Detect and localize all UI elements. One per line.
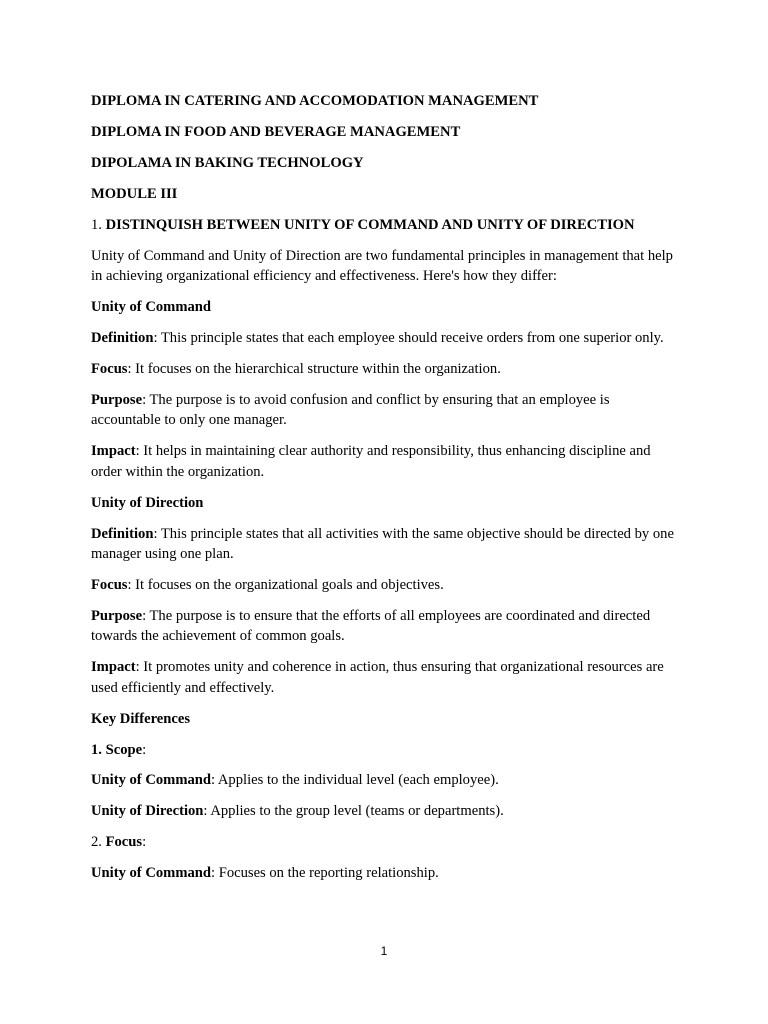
- item-text: : It focuses on the hierarchical structure within the organization.: [127, 361, 501, 378]
- item-label: Impact: [91, 659, 136, 676]
- direction-focus: [91, 575, 681, 596]
- heading-module: MODULE III: [91, 186, 178, 202]
- section-heading-key-differences: Key Differences: [91, 710, 191, 727]
- direction-purpose: [91, 606, 681, 647]
- section-heading-unity-of-direction: Unity of Direction: [91, 494, 204, 511]
- item-label: Purpose: [91, 391, 143, 408]
- command-impact: [91, 441, 681, 482]
- direction-definition: [91, 524, 681, 565]
- item-text: : It promotes unity and coherence in action, thus ensuring that organizational resources are used efficiently and effectively.: [91, 659, 664, 696]
- item-text: : The purpose is to avoid confusion and conflict by ensuring that an employee is accountable to only one manager.: [91, 391, 610, 429]
- difference-focus-heading: 2. Focus:: [91, 834, 147, 851]
- heading-food-beverage-diploma: DIPLOMA IN FOOD AND BEVERAGE MANAGEMENT: [91, 124, 461, 140]
- section-heading-unity-of-command: Unity of Command: [91, 299, 211, 316]
- item-label: Focus: [91, 577, 128, 594]
- command-focus: [91, 359, 681, 380]
- scope-unity-of-command: Unity of Command: Applies to the individual level (each employee).: [91, 772, 499, 789]
- question-text: DISTINQUISH BETWEEN UNITY OF COMMAND AND UNITY OF DIRECTION: [105, 217, 635, 233]
- item-label: Purpose: [91, 607, 143, 624]
- item-text: : This principle states that all activities with the same objective should be directed by one manager using one plan.: [91, 525, 674, 563]
- intro-paragraph: Unity of Command and Unity of Direction are two fundamental principles in management that help in achieving organizational efficiency and effectiveness. Here's how they differ:: [91, 247, 673, 285]
- question-title: [91, 215, 681, 236]
- item-text: : The purpose is to ensure that the efforts of all employees are coordinated and directed towards the achievement of common goals.: [91, 607, 651, 645]
- item-text: : This principle states that each employee should receive orders from one superior only.: [153, 330, 664, 347]
- item-label: Focus: [91, 361, 128, 378]
- document-body: [91, 91, 681, 894]
- item-label: Impact: [91, 443, 136, 460]
- focus-unity-of-command: Unity of Command: Focuses on the reporting relationship.: [91, 865, 439, 882]
- item-text: : It focuses on the organizational goals and objectives.: [127, 577, 444, 594]
- scope-unity-of-direction: Unity of Direction: Applies to the group level (teams or departments).: [91, 803, 504, 820]
- page-number: 1: [380, 944, 388, 958]
- item-text: : It helps in maintaining clear authority and responsibility, thus enhancing discipline and order within the organization.: [91, 443, 651, 480]
- direction-impact: [91, 657, 681, 698]
- difference-scope-heading: 1. Scope:: [91, 741, 147, 758]
- command-purpose: [91, 390, 681, 431]
- item-label: Definition: [91, 330, 154, 347]
- item-label: Definition: [91, 525, 154, 542]
- heading-baking-diploma: DIPOLAMA IN BAKING TECHNOLOGY: [91, 155, 364, 171]
- command-definition: [91, 328, 681, 349]
- question-number: 1.: [91, 217, 102, 233]
- heading-catering-diploma: DIPLOMA IN CATERING AND ACCOMODATION MANAGEMENT: [91, 93, 539, 109]
